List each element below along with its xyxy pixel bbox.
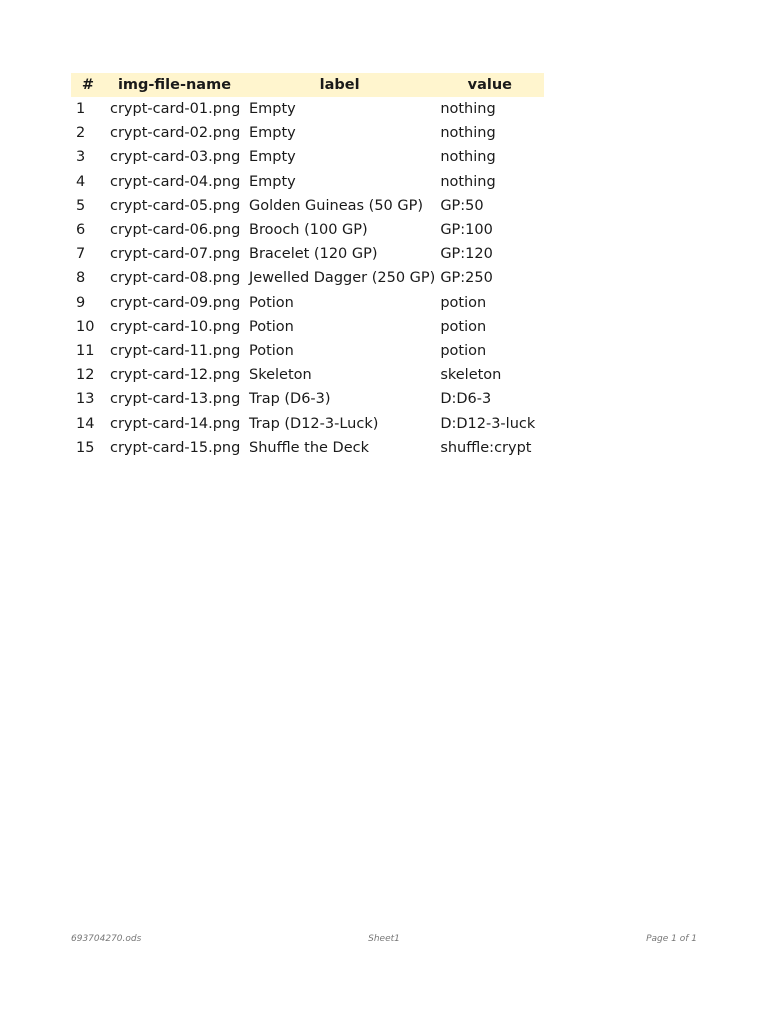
- cell-value: nothing: [440, 125, 496, 142]
- table-row: [71, 121, 544, 145]
- cell-img-file-name: crypt-card-08.png: [110, 270, 241, 287]
- table-row: [71, 363, 544, 387]
- cell-num: 12: [76, 367, 95, 384]
- cell-value: potion: [440, 342, 487, 359]
- cell-label: Brooch (100 GP): [249, 222, 368, 239]
- footer-filename: 693704270.ods: [71, 934, 142, 944]
- cell-num: 15: [76, 439, 95, 456]
- footer-sheet-name: Sheet1: [368, 934, 400, 944]
- header-value: value: [435, 73, 544, 97]
- table-row: [71, 170, 544, 194]
- cell-value: nothing: [440, 101, 496, 118]
- header-img-file-name: img-file-name: [105, 73, 244, 97]
- cell-value: potion: [440, 318, 487, 335]
- cell-value: D:D12-3-luck: [440, 415, 536, 432]
- cell-num: 2: [76, 125, 86, 142]
- cell-label: Trap (D6-3): [249, 391, 331, 408]
- cell-value: potion: [440, 294, 487, 311]
- cell-label: Potion: [249, 294, 294, 311]
- header-num: #: [71, 73, 105, 97]
- header-row: [71, 73, 544, 97]
- cell-img-file-name: crypt-card-09.png: [110, 294, 241, 311]
- cell-label: Potion: [249, 342, 294, 359]
- cell-value: D:D6-3: [440, 391, 492, 408]
- cell-num: 3: [76, 149, 86, 166]
- cell-img-file-name: crypt-card-02.png: [110, 125, 241, 142]
- cell-label: Jewelled Dagger (250 GP): [249, 270, 436, 287]
- cell-img-file-name: crypt-card-12.png: [110, 367, 241, 384]
- table-body: [71, 97, 544, 460]
- table-row: [71, 194, 544, 218]
- cell-value: nothing: [440, 149, 496, 166]
- table-row: [71, 315, 544, 339]
- cell-img-file-name: crypt-card-01.png: [110, 101, 241, 118]
- cell-num: 9: [76, 294, 86, 311]
- cell-num: 11: [76, 342, 95, 359]
- spreadsheet-table: [71, 73, 544, 460]
- cell-img-file-name: crypt-card-04.png: [110, 173, 241, 190]
- cell-img-file-name: crypt-card-11.png: [110, 342, 241, 359]
- table-row: [71, 411, 544, 435]
- cell-label: Empty: [249, 101, 296, 118]
- cell-value: GP:100: [440, 222, 493, 239]
- cell-img-file-name: crypt-card-07.png: [110, 246, 241, 263]
- cell-label: Empty: [249, 149, 296, 166]
- cell-value: shuffle:crypt: [440, 439, 532, 456]
- table-row: [71, 266, 544, 290]
- table-row: [71, 97, 544, 121]
- cell-img-file-name: crypt-card-03.png: [110, 149, 241, 166]
- cell-value: skeleton: [440, 367, 502, 384]
- cell-num: 14: [76, 415, 95, 432]
- cell-value: nothing: [440, 173, 496, 190]
- cell-img-file-name: crypt-card-05.png: [110, 197, 241, 214]
- cell-img-file-name: crypt-card-10.png: [110, 318, 241, 335]
- cell-label: Trap (D12-3-Luck): [249, 415, 379, 432]
- cell-label: Skeleton: [249, 367, 312, 384]
- page-footer: [71, 934, 697, 948]
- cell-num: 8: [76, 270, 86, 287]
- table-row: [71, 339, 544, 363]
- cell-value: GP:50: [440, 197, 484, 214]
- cell-img-file-name: crypt-card-06.png: [110, 222, 241, 239]
- cell-label: Bracelet (120 GP): [249, 246, 378, 263]
- header-label: label: [244, 73, 435, 97]
- cell-value: GP:250: [440, 270, 493, 287]
- cell-num: 10: [76, 318, 95, 335]
- cell-label: Empty: [249, 173, 296, 190]
- cell-img-file-name: crypt-card-14.png: [110, 415, 241, 432]
- footer-page-number: Page 1 of 1: [646, 934, 697, 944]
- table-row: [71, 291, 544, 315]
- cell-img-file-name: crypt-card-13.png: [110, 391, 241, 408]
- cell-label: Shuffle the Deck: [249, 439, 369, 456]
- cell-img-file-name: crypt-card-15.png: [110, 439, 241, 456]
- cell-num: 5: [76, 197, 86, 214]
- cell-num: 13: [76, 391, 95, 408]
- table-row: [71, 145, 544, 169]
- table-row: [71, 387, 544, 411]
- cell-value: GP:120: [440, 246, 493, 263]
- cell-label: Golden Guineas (50 GP): [249, 197, 424, 214]
- table-row: [71, 436, 544, 460]
- cell-num: 4: [76, 173, 86, 190]
- cell-label: Potion: [249, 318, 294, 335]
- cell-num: 6: [76, 222, 86, 239]
- table-row: [71, 242, 544, 266]
- table-row: [71, 218, 544, 242]
- cell-num: 7: [76, 246, 86, 263]
- cell-num: 1: [76, 101, 86, 118]
- cell-label: Empty: [249, 125, 296, 142]
